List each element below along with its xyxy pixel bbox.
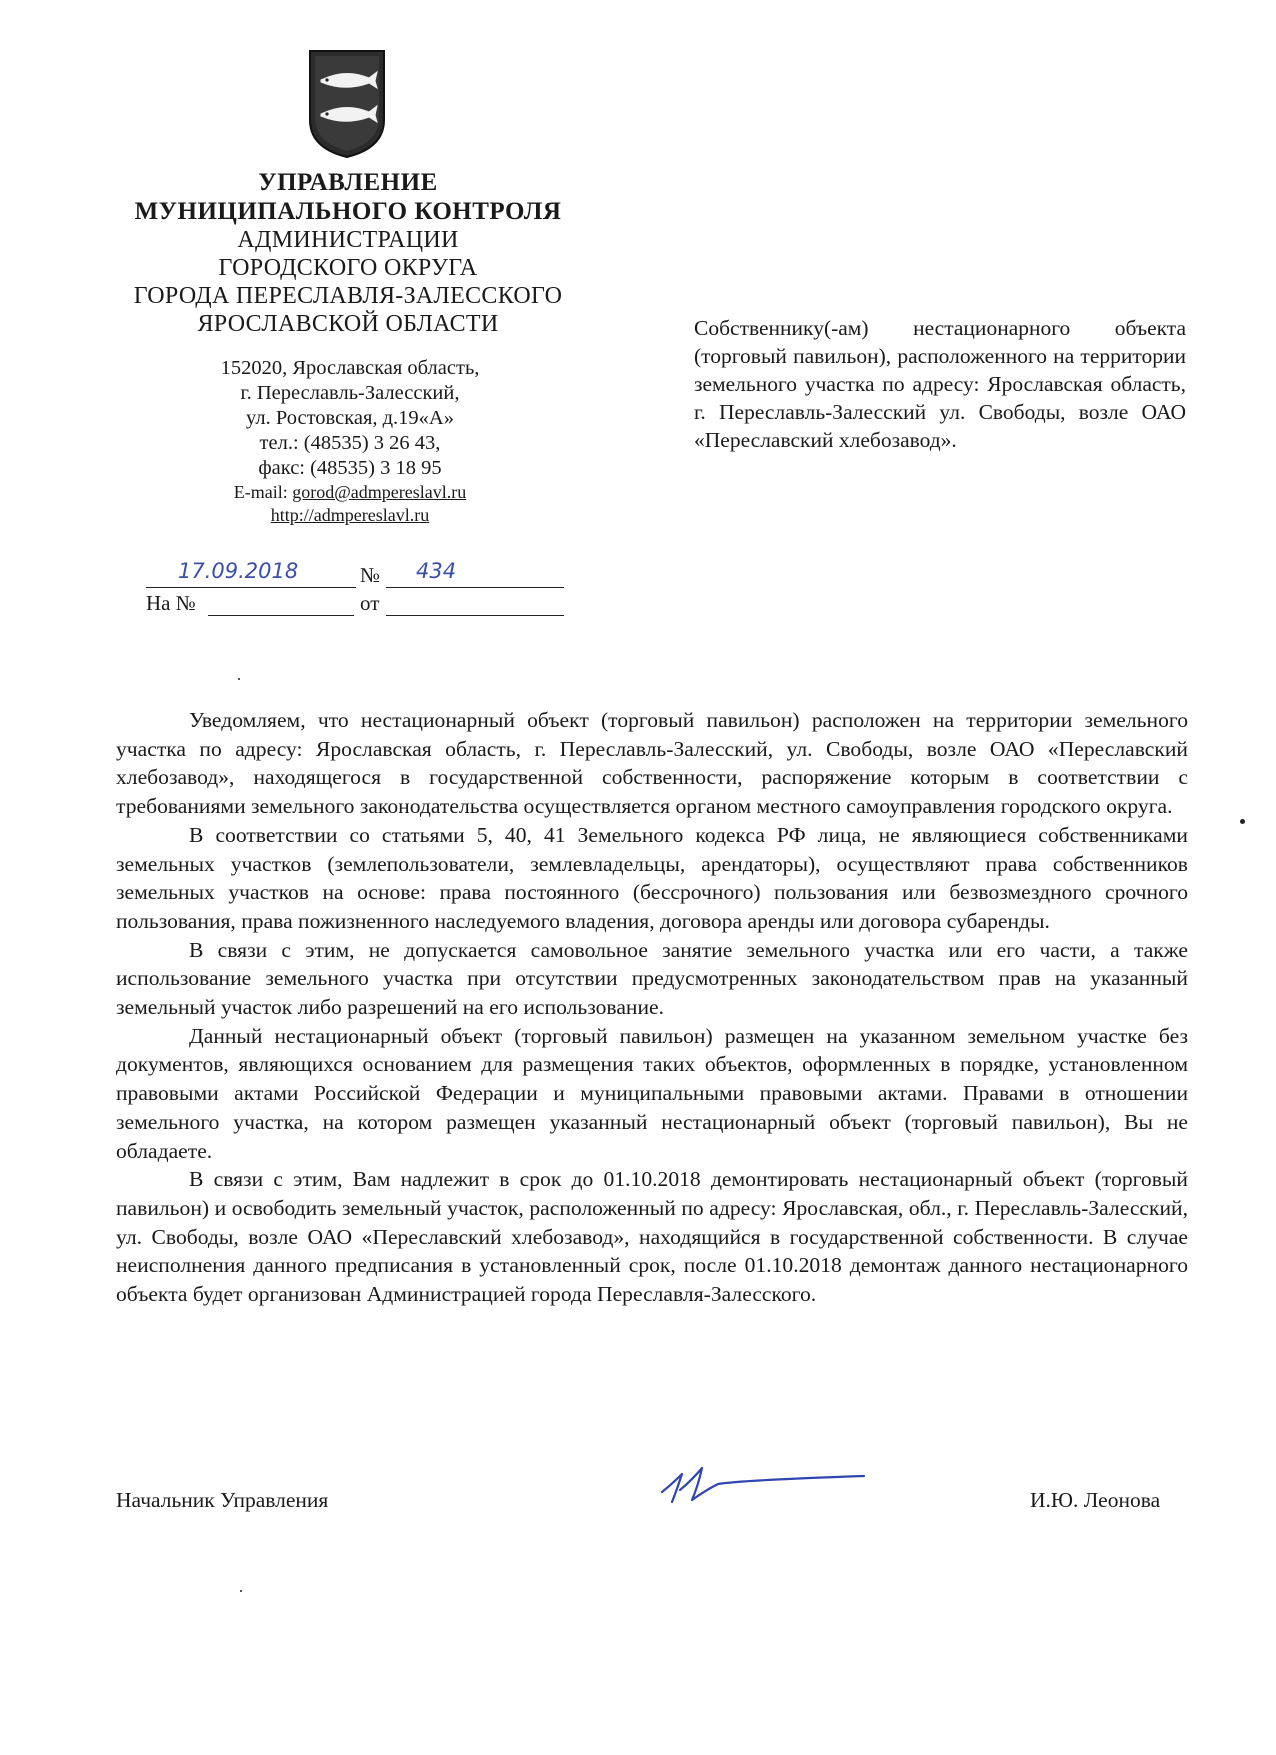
fax: факс: (48535) 3 18 95 bbox=[258, 457, 442, 479]
number-line bbox=[386, 563, 564, 588]
coat-of-arms-icon bbox=[307, 48, 387, 160]
letterhead-line: АДМИНИСТРАЦИИ bbox=[237, 227, 459, 253]
sender-address bbox=[160, 356, 540, 527]
number-value: 434 bbox=[416, 559, 457, 583]
letterhead-line: ГОРОДА ПЕРЕСЛАВЛЯ-ЗАЛЕССКОГО bbox=[133, 283, 563, 309]
signature-icon bbox=[658, 1462, 868, 1512]
address-line: 152020, Ярославская область, bbox=[220, 357, 480, 379]
letterhead-line: ГОРОДСКОГО ОКРУГА bbox=[218, 255, 478, 281]
addressee-text: Собственнику(-ам) нестационарного объекта (торговый павильон), расположенного на территории земельного участка по адресу: Ярославская область, г. Переславль-Залесский ул. Свободы, возле ОАО «Переславский хлебозавод». bbox=[694, 316, 1186, 452]
from-label: от bbox=[360, 591, 380, 615]
body-paragraph: Данный нестационарный объект (торговый павильон) размещен на указанном земельном участке без документов, являющихся основанием для размещения таких объектов, оформленных в порядке, установленном правовыми актами Российской Федерации и муниципальными правовыми актами. Правами в отношении земельного участка, на котором размещен указанный нестационарный объект (торговый павильон), Вы не обладаете. bbox=[116, 1023, 1188, 1163]
phone: тел.: (48535) 3 26 43, bbox=[259, 432, 441, 454]
letterhead-line: ЯРОСЛАВСКОЙ ОБЛАСТИ bbox=[197, 311, 499, 337]
email-link[interactable]: gorod@admpereslavl.ru bbox=[292, 482, 467, 502]
letterhead bbox=[108, 168, 588, 338]
scan-speck bbox=[1240, 819, 1245, 824]
letterhead-line: УПРАВЛЕНИЕ bbox=[258, 169, 438, 196]
address-line: ул. Ростовская, д.19«А» bbox=[246, 407, 454, 429]
number-label: № bbox=[360, 563, 381, 587]
email-row bbox=[160, 481, 540, 504]
scan-speck bbox=[238, 678, 240, 680]
website-link[interactable]: http://admpereslavl.ru bbox=[270, 505, 430, 525]
signatory-name: И.Ю. Леонова bbox=[1030, 1488, 1161, 1512]
reply-to-label: На № bbox=[146, 591, 196, 615]
body-paragraph: В соответствии со статьями 5, 40, 41 Земельного кодекса РФ лица, не являющиеся собственниками земельных участков (землепользователи, землевладельцы, арендаторы), осуществляют права собственников земельных участков на основе: права постоянного (бессрочного) пользования или безвозмездного срочного пользования, права пожизненного наследуемого владения, договора аренды или договора субаренды. bbox=[116, 822, 1188, 933]
date-number-row bbox=[146, 559, 566, 591]
addressee-block bbox=[694, 314, 1186, 454]
body-paragraph: В связи с этим, не допускается самовольное занятие земельного участка или его части, а также использование земельного участка при отсутствии предусмотренных законодательством прав на указанный земельный участок либо разрешений на его использование. bbox=[116, 937, 1188, 1020]
body-paragraph: Уведомляем, что нестационарный объект (торговый павильон) расположен на территории земельного участка по адресу: Ярославская область, г. Переславль-Залесский, ул. Свободы, возле ОАО «Переславский хлебозавод», находящегося в государственной собственности, распоряжение которым в соответствии с требованиями земельного законодательства осуществляется органом местного самоуправления городского округа. bbox=[116, 708, 1188, 819]
letter-body bbox=[116, 706, 1188, 1309]
body-paragraph: В связи с этим, Вам надлежит в срок до 01.10.2018 демонтировать нестационарный объект (торговый павильон) и освободить земельный участок, расположенный по адресу: Ярославская, обл., г. Переславль-Залесский, ул. Свободы, возле ОАО «Переславский хлебозавод», находящийся в государственной собственности. В случае неисполнения данного предписания в установленный срок, после 01.10.2018 демонтаж данного нестационарного объекта будет организован Администрацией города Переславля-Залесского. bbox=[116, 1167, 1188, 1307]
signatory-title: Начальник Управления bbox=[116, 1488, 329, 1512]
letterhead-line: МУНИЦИПАЛЬНОГО КОНТРОЛЯ bbox=[134, 198, 562, 225]
document-refs bbox=[146, 559, 566, 619]
reply-date-line bbox=[386, 591, 564, 616]
address-line: г. Переславль-Залесский, bbox=[240, 382, 460, 404]
reply-row bbox=[146, 591, 566, 619]
scan-speck bbox=[240, 1590, 242, 1592]
email-label: E-mail: bbox=[233, 482, 288, 502]
reply-number-line bbox=[208, 591, 354, 616]
date-value: 17.09.2018 bbox=[178, 559, 299, 583]
